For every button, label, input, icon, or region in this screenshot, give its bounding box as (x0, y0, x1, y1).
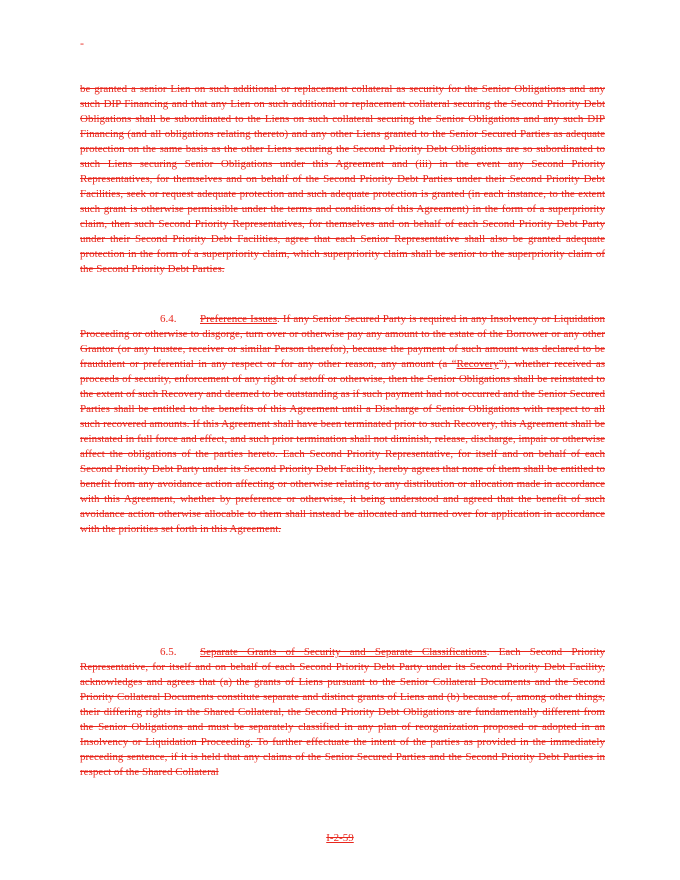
section-body-continued: ”), whether received as proceeds of security, enforcement of any right of setoff or otherwise, then the Senior Obligations shall be reinstated to the extent of such Recovery and deemed to be outstanding as if such payment had not occurred and the Senior Secured Parties shall be entitled to the benefits of this Agreement until a Discharge of Senior Obligations with respect to all such recovered amounts. If this Agreement shall have been terminated prior to such Recovery, this Agreement shall be reinstated in full force and effect, and such prior termination shall not diminish, release, discharge, impair or otherwise affect the obligations of the parties hereto. Each Second Priority Representative, for itself and on behalf of each Second Priority Debt Party under its Second Priority Debt Facility, hereby agrees that none of them shall be entitled to benefit from any avoidance action affecting or otherwise relating to any distribution or allocation made in accordance with this Agreement, whether by preference or otherwise, it being understood and agreed that the benefit of such avoidance action otherwise allocable to them shall instead be allocated and turned over for application in accordance with the priorities set forth in this Agreement. (80, 358, 605, 535)
page-number: I-2-59 (326, 832, 354, 844)
section-number: 6.4. (160, 313, 177, 325)
section-6-5 (80, 645, 605, 780)
section-number: 6.5. (160, 646, 177, 658)
top-mark: - (80, 36, 84, 50)
defined-term: Recovery (456, 358, 499, 370)
section-heading: Preference Issues (200, 313, 278, 325)
section-body: . If any Senior Secured Party is required in any Insolvency or Liquidation Proceeding or otherwise to disgorge, turn over or otherwise pay any amount to the estate of the Borrower or any other Grantor (or any trustee, receiver or similar Person therefor), because the payment of such amount was declared to be fraudulent or preferential in any respect or for any other reason, any amount (a “ (80, 313, 605, 370)
section-heading: Separate Grants of Security and Separate Classifications (200, 646, 487, 658)
section-body: . Each Second Priority Representative, for itself and on behalf of each Second Priority Debt Party under its Second Priority Debt Facility, acknowledges and agrees that (a) the grants of Liens pursuant to the Senior Collateral Documents and the Second Priority Collateral Documents constitute separate and distinct grants of Liens and (b) because of, among other things, their differing rights in the Shared Collateral, the Second Priority Debt Obligations are fundamentally different from the Senior Obligations and must be separately classified in any plan of reorganization proposed or adopted in an Insolvency or Liquidation Proceeding. To further effectuate the intent of the parties as provided in the immediately preceding sentence, if it is held that any claims of the Senior Secured Parties and the Second Priority Debt Parties in respect of the Shared Collateral (80, 646, 605, 778)
paragraph-continued: be granted a senior Lien on such additional or replacement collateral as security for the Senior Obligations and any such DIP Financing and that any Lien on such additional or replacement collateral securing the Second Priority Debt Obligations shall be subordinated to the Liens on such collateral securing the Senior Obligations and any such DIP Financing (and all obligations relating thereto) and any other Liens granted to the Senior Secured Parties as adequate protection on the same basis as the other Liens securing the Second Priority Debt Obligations are so subordinated to such Liens securing Senior Obligations under this Agreement and (iii) in the event any Second Priority Representatives, for themselves and on behalf of the Second Priority Debt Parties under their Second Priority Debt Facilities, seek or request adequate protection and such adequate protection is granted (in each instance, to the extent such grant is otherwise permissible under the terms and conditions of this Agreement) in the form of a superpriority claim, then such Second Priority Representatives, for themselves and on behalf of each Second Priority Debt Party under their Second Priority Debt Facilities, agree that each Senior Representative shall also be granted adequate protection in the form of a superpriority claim, which superpriority claim shall be senior to the superpriority claim of the Second Priority Debt Parties. (80, 83, 605, 275)
section-6-4 (80, 312, 605, 537)
